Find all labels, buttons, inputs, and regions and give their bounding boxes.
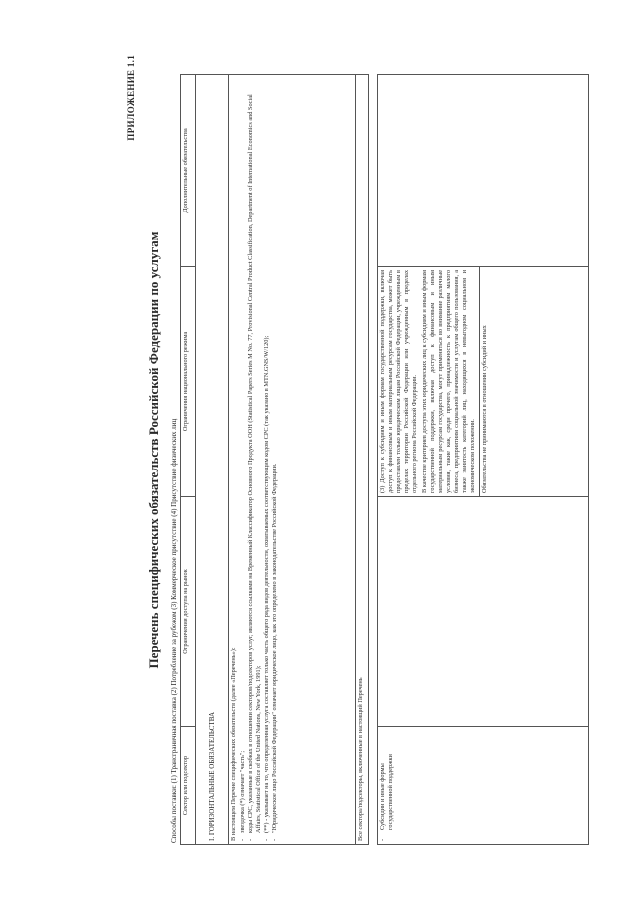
header-market-access: Ограничения доступа на рынок bbox=[181, 497, 196, 727]
subsidies-market-access-cell bbox=[378, 497, 589, 727]
notes-intro: В настоящем Перечне специфических обязательств (далее «Перечень»): bbox=[230, 647, 237, 841]
document-page bbox=[50, 55, 610, 845]
subsidies-additional-cell bbox=[378, 75, 589, 267]
all-sectors-label: Все сектора/подсекторы, включенные в настоящий Перечень bbox=[356, 75, 369, 845]
national-treatment-para: В качестве критериев доступа этих юридических лиц к субсидиям и иным формам государственной поддержки, включая доступ к финансовым и иным материальным ресурсам государства, могут применяться во внимание различные условия, такие как, среди прочего, принадлежность к предприятиям малого бизнеса, предприятиям социальной значимости и услугам общего пользования, а также занятость категорий лиц, находящихся в невыгодном социальном и экономическом положении. bbox=[421, 270, 476, 493]
commitments-table bbox=[180, 74, 589, 845]
header-additional: Дополнительные обязательства bbox=[181, 75, 196, 267]
subsidies-national-treatment-cell bbox=[378, 267, 589, 497]
header-sector: Сектор или подсектор bbox=[181, 727, 196, 845]
notes-item: - (**) - указывает на то, что определенная услуга составляет только часть общего ряда видов деятельности, охватываемых соответствующим кодом CPC (так указано в MTN.GNS/W/120); bbox=[263, 78, 271, 841]
subsidies-row bbox=[378, 75, 589, 845]
national-treatment-para: Обязательства не принимаются в отношении субсидий и иных bbox=[479, 267, 489, 496]
header-national-treatment: Ограничения национального режима bbox=[181, 267, 196, 497]
appendix-label: ПРИЛОЖЕНИЕ 1.1 bbox=[126, 55, 136, 141]
spacer-row bbox=[369, 75, 378, 845]
notes-item: - коды CPC, указанные в скобках в отношении секторов/подсекторов услуг, являются ссылками на Временный Классификатор Основного Продукта ООН (Statistical Papers Series M No. 77, Provisional Central Product Classification, Department of International Economics and Social Affairs, Statistical Office of the United Nations, New York, 1991); bbox=[247, 78, 263, 841]
national-treatment-para: (3) Доступ к субсидиям и иным формам государственной поддержки, включая доступ к финансовым и иным материальным ресурсам государства, может быть предоставлен только юридическим лицам Российской Федерации, учрежденным в пределах территории Российской Федерации или учрежденным в пределах отдельного региона Российской Федерации. bbox=[379, 270, 418, 493]
subsidies-sector-cell bbox=[378, 727, 589, 845]
header-row bbox=[181, 75, 196, 845]
all-sectors-row bbox=[356, 75, 369, 845]
page-title: Перечень специфических обязательств Российской Федерации по услугам bbox=[146, 231, 161, 669]
notes-cell bbox=[229, 75, 356, 845]
notes-item: - звездочка (*) означает "часть"; bbox=[239, 78, 247, 841]
supply-modes-line: Способы поставки: (1) Трансграничная поставка (2) Потребление за рубежом (3) Коммерческое присутствие (4) Присутствие физических лиц bbox=[170, 418, 178, 843]
notes-row bbox=[229, 75, 356, 845]
horizontal-commitments-title: I. ГОРИЗОНТАЛЬНЫЕ ОБЯЗАТЕЛЬСТВА bbox=[196, 75, 229, 845]
section-row bbox=[196, 75, 229, 845]
notes-item: - "Юридическое лицо Российской Федерации" означает юридическое лицо, как это определено в законодательстве Российской Федерации. bbox=[271, 78, 279, 841]
subsidies-sector-label: Субсидии и иные формы государственной поддержки bbox=[379, 754, 394, 830]
list-dash: - bbox=[379, 838, 386, 841]
